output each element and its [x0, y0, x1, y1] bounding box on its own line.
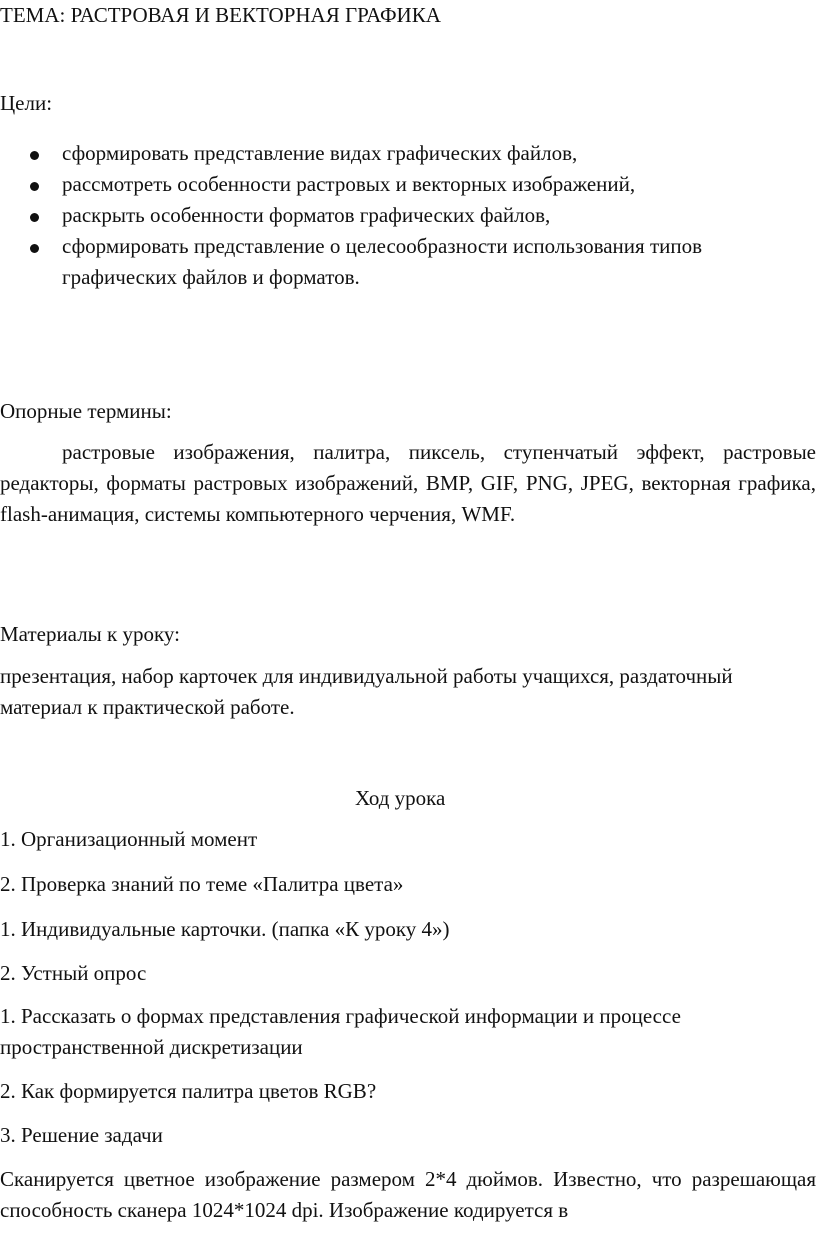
- lesson-line: 1. Рассказать о формах представления графической информации и процессе пространственной дискретизации: [0, 1004, 681, 1059]
- lesson-line: 1. Индивидуальные карточки. (папка «К уроку 4»): [0, 917, 450, 941]
- bullet-icon: [30, 244, 39, 253]
- bullet-icon: [30, 182, 39, 191]
- bullet-icon: [30, 151, 39, 160]
- lesson-line: 2. Проверка знаний по теме «Палитра цвета»: [0, 872, 404, 896]
- lesson-line: 2. Устный опрос: [0, 961, 147, 985]
- goals-heading: Цели:: [0, 91, 53, 115]
- terms-heading: Опорные термины:: [0, 399, 172, 423]
- materials-paragraph: презентация, набор карточек для индивидуальной работы учащихся, раздаточный материал к практической работе.: [0, 664, 733, 719]
- list-item: [0, 169, 816, 200]
- lesson-line: 1. Организационный момент: [0, 827, 258, 851]
- goal-text: сформировать представление о целесообразности использования типов графических файлов и форматов.: [62, 234, 703, 289]
- list-item: [0, 138, 816, 169]
- goal-text: сформировать представление видах графических файлов,: [62, 141, 578, 165]
- goal-text: раскрыть особенности форматов графических файлов,: [62, 203, 551, 227]
- list-item: [0, 200, 816, 231]
- list-item: [0, 231, 816, 293]
- goals-list: [0, 138, 816, 293]
- lesson-line: 2. Как формируется палитра цветов RGB?: [0, 1079, 377, 1103]
- topic-title: ТЕМА: РАСТРОВАЯ И ВЕКТОРНАЯ ГРАФИКА: [0, 3, 441, 27]
- terms-paragraph: растровые изображения, палитра, пиксель, ступенчатый эффект, растровые редакторы, форматы растровых изображений, BMP, GIF, PNG, JPEG, векторная графика, flash-анимация, системы компьютерного черчения, WMF.: [0, 440, 816, 526]
- task-paragraph: Сканируется цветное изображение размером 2*4 дюймов. Известно, что разрешающая способность сканера 1024*1024 dpi. Изображение кодируется в: [0, 1167, 816, 1222]
- lesson-line: 3. Решение задачи: [0, 1123, 163, 1147]
- goal-text: рассмотреть особенности растровых и векторных изображений,: [62, 172, 636, 196]
- lesson-heading: Ход урока: [355, 786, 446, 810]
- materials-heading: Материалы к уроку:: [0, 622, 180, 646]
- bullet-icon: [30, 213, 39, 222]
